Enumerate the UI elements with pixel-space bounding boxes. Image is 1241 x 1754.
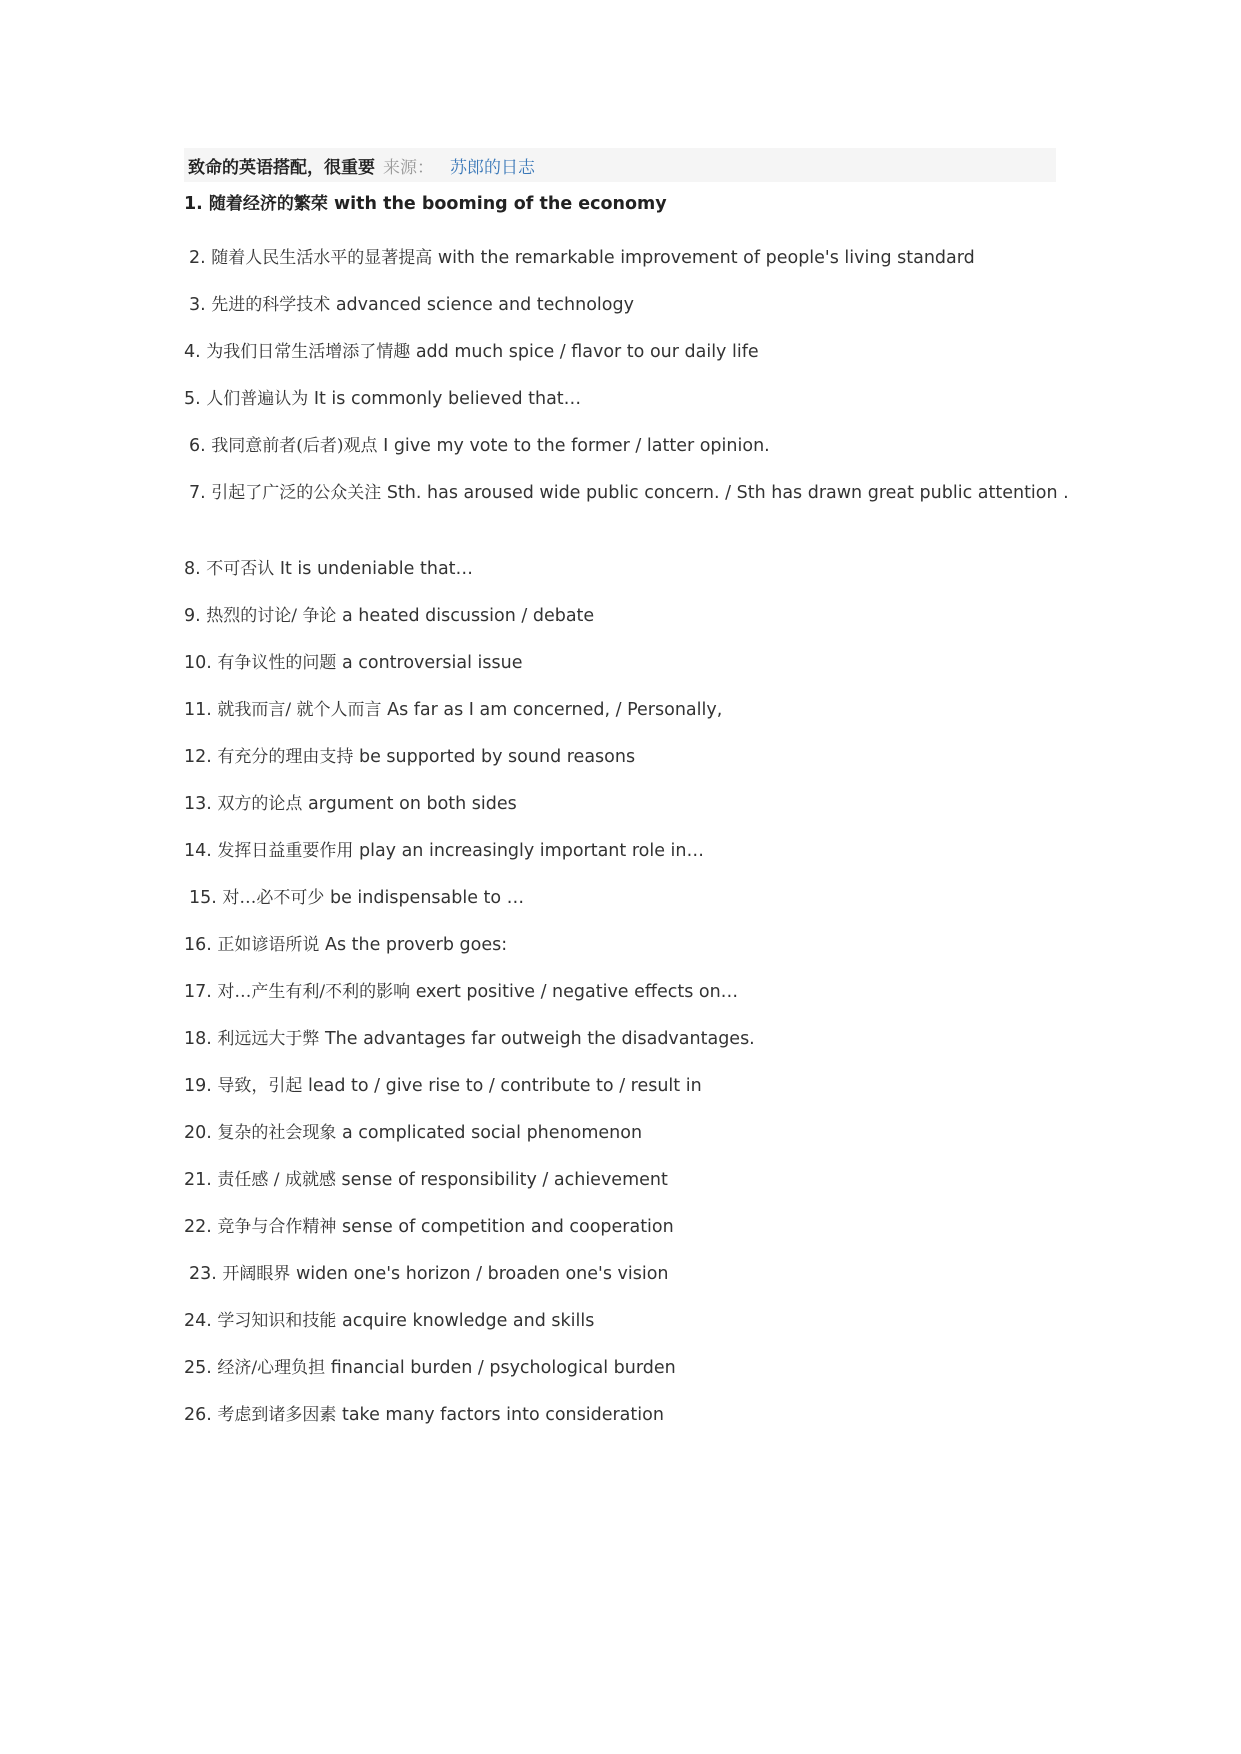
item-number: 3. [189,295,212,315]
list-item [184,192,667,216]
list-item [189,293,634,317]
item-chinese: 随着经济的繁荣 [208,194,328,214]
item-english: take many factors into consideration [336,1405,664,1425]
item-chinese: 对…产生有利/不利的影响 [217,982,411,1002]
item-english: be indispensable to … [324,888,525,908]
item-english: widen one's horizon / broaden one's vision [290,1264,669,1284]
item-english: I give my vote to the former / latter opinion. [377,436,770,456]
source-link[interactable]: 苏郎的日志 [450,157,535,178]
item-number: 6. [189,436,212,456]
item-number: 21. [184,1170,218,1190]
item-chinese: 就我而言/ 就个人而言 [217,700,382,720]
item-chinese: 对…必不可少 [222,888,325,908]
item-chinese: 随着人民生活水平的显著提高 [211,248,433,268]
item-chinese: 经济/心理负担 [217,1358,326,1378]
item-number: 5. [184,389,207,409]
item-chinese: 正如谚语所说 [217,935,320,955]
list-item [184,340,759,364]
item-number: 16. [184,935,218,955]
item-chinese: 不可否认 [206,559,275,579]
list-item [184,1356,676,1380]
item-number: 15. [189,888,223,908]
list-item [184,651,522,675]
item-english: exert positive / negative effects on… [410,982,739,1002]
item-english: advanced science and technology [330,295,634,315]
list-item [184,1168,668,1192]
item-english: a complicated social phenomenon [336,1123,643,1143]
item-number: 25. [184,1358,218,1378]
item-chinese: 导致，引起 [217,1076,303,1096]
item-number: 8. [184,559,207,579]
item-chinese: 发挥日益重要作用 [217,841,354,861]
item-chinese: 人们普遍认为 [206,389,309,409]
list-item [184,1074,702,1098]
item-number: 18. [184,1029,218,1049]
list-item [184,745,635,769]
source-label: 来源： [383,157,434,178]
item-english: As the proverb goes: [319,935,508,955]
title-bar [184,148,1056,182]
item-english: It is undeniable that… [274,559,474,579]
item-english: As far as I am concerned, / Personally, [381,700,723,720]
list-item [184,1215,674,1239]
item-number: 17. [184,982,218,1002]
page-title: 致命的英语搭配，很重要 [188,157,375,178]
item-english: Sth. has aroused wide public concern. / Sth has drawn great public attention . [381,483,1069,503]
item-chinese: 开阔眼界 [222,1264,291,1284]
item-number: 22. [184,1217,218,1237]
item-chinese: 学习知识和技能 [217,1311,337,1331]
item-number: 1. [184,194,209,214]
list-item [189,434,770,458]
list-item [184,1121,642,1145]
list-item [189,476,1095,510]
item-english: financial burden / psychological burden [325,1358,676,1378]
item-number: 19. [184,1076,218,1096]
item-number: 11. [184,700,218,720]
item-chinese: 有争议性的问题 [217,653,337,673]
list-item [184,1403,664,1427]
item-chinese: 热烈的讨论/ 争论 [206,606,337,626]
item-number: 12. [184,747,218,767]
item-english: It is commonly believed that… [308,389,582,409]
item-english: add much spice / flavor to our daily life [410,342,759,362]
item-number: 4. [184,342,207,362]
item-english: The advantages far outweigh the disadvantages. [319,1029,755,1049]
item-chinese: 复杂的社会现象 [217,1123,337,1143]
list-item [184,980,738,1004]
item-number: 9. [184,606,207,626]
item-english: a heated discussion / debate [336,606,595,626]
item-chinese: 责任感 / 成就感 [217,1170,336,1190]
list-item [184,1309,594,1333]
list-item [184,604,594,628]
item-chinese: 考虑到诸多因素 [217,1405,337,1425]
list-item [184,698,722,722]
item-chinese: 我同意前者(后者)观点 [211,436,378,456]
item-chinese: 先进的科学技术 [211,295,331,315]
item-english: lead to / give rise to / contribute to / result in [302,1076,702,1096]
item-chinese: 双方的论点 [217,794,303,814]
item-english: play an increasingly important role in… [353,841,704,861]
item-number: 20. [184,1123,218,1143]
item-number: 2. [189,248,212,268]
item-chinese: 为我们日常生活增添了情趣 [206,342,411,362]
item-english: a controversial issue [336,653,523,673]
list-item [184,387,581,411]
item-number: 13. [184,794,218,814]
item-english: be supported by sound reasons [353,747,636,767]
item-chinese: 引起了广泛的公众关注 [211,483,382,503]
item-number: 24. [184,1311,218,1331]
item-chinese: 有充分的理由支持 [217,747,354,767]
document-page [184,148,1104,182]
item-english: sense of competition and cooperation [336,1217,674,1237]
item-number: 10. [184,653,218,673]
item-english: acquire knowledge and skills [336,1311,595,1331]
item-number: 23. [189,1264,223,1284]
list-item [184,557,473,581]
list-item [184,1027,755,1051]
list-item [184,933,507,957]
item-number: 14. [184,841,218,861]
item-number: 26. [184,1405,218,1425]
list-item [189,246,975,270]
list-item [189,1262,669,1286]
item-chinese: 竞争与合作精神 [217,1217,337,1237]
list-item [184,792,517,816]
item-chinese: 利远远大于弊 [217,1029,320,1049]
item-english: with the remarkable improvement of people's living standard [432,248,975,268]
list-item [184,839,704,863]
item-english: argument on both sides [302,794,517,814]
item-english: sense of responsibility / achievement [335,1170,668,1190]
item-english: with the booming of the economy [327,194,667,214]
list-item [189,886,524,910]
item-number: 7. [189,483,212,503]
